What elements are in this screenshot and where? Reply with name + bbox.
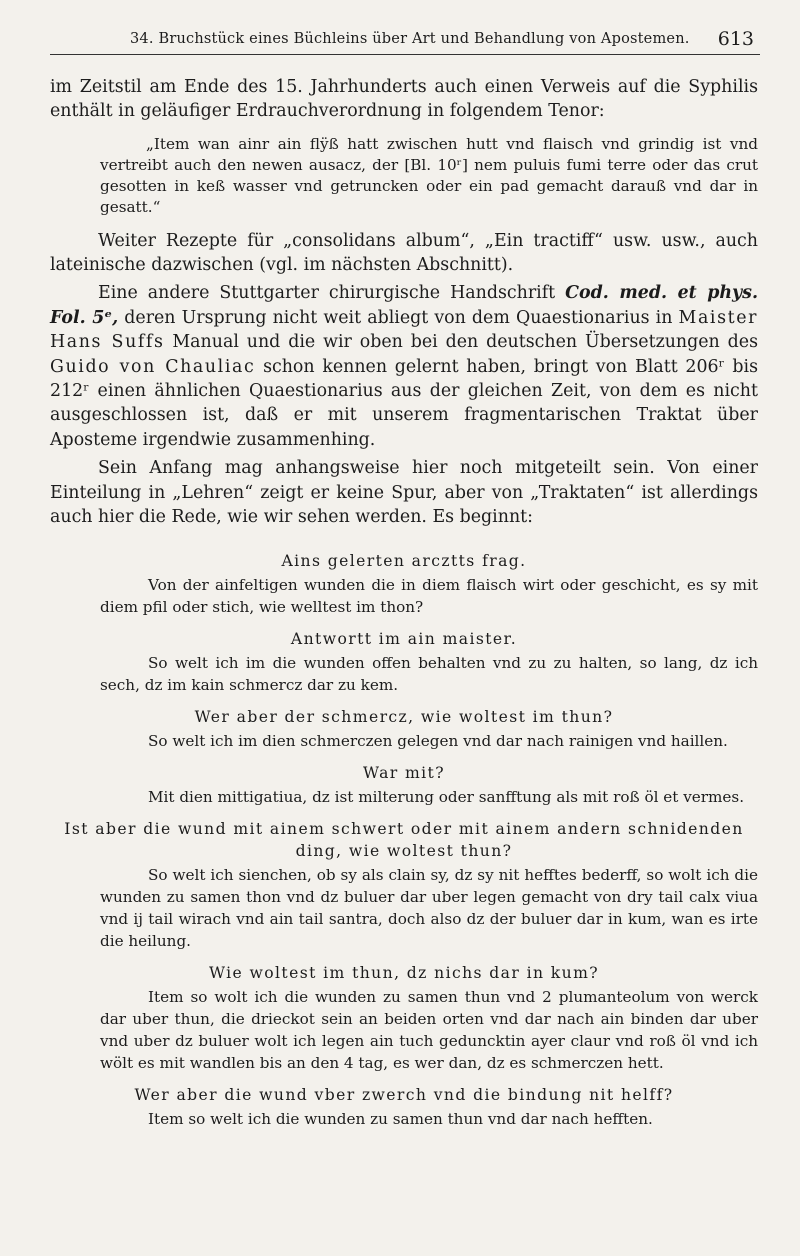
dialogue bbox=[50, 550, 758, 1130]
page-body bbox=[50, 75, 758, 1140]
answer-text: So welt ich sienchen, ob sy als clain sy, dz sy nit hefftes bederff, so wolt ich die wunden zu samen thon vnd dz buluer dar uber legen gemacht von dry tail calx viua vnd ij tail wirach vnd ain tail santra, doch also dz der buluer dar in kum, wan es irte die heilung. bbox=[100, 865, 758, 950]
person-name: Guido von Chauliac bbox=[50, 356, 256, 377]
quotation-block: „Item wan ainr ain flÿß hatt zwischen hutt vnd flaisch vnd grindig ist vnd vertreibt auch den newen ausacz, der [Bl. 10ʳ] nem puluis fumi terre oder das crut gesotten in keß wasser vnd getruncken oder ein pad gemacht darauß vnd dar in gesatt.“ bbox=[100, 134, 758, 217]
running-header bbox=[50, 28, 760, 55]
answer-text: Item so wolt ich die wunden zu samen thun vnd 2 plumanteolum von werck dar uber thun, die drieckot sein an beiden orten vnd dar nach ain binden dar uber vnd uber dz buluer wolt ich legen ain tuch geduncktin ayer claur vnd roß öl vnd ich wölt es mit wandlen bis an den 4 tag, es wer dan, dz es schmerczen hett. bbox=[100, 987, 758, 1072]
answer-text: So welt ich im die wunden offen behalten vnd zu zu halten, so lang, dz ich sech, dz im kain schmercz dar zu kem. bbox=[100, 653, 758, 694]
question-heading: War mit? bbox=[363, 763, 445, 782]
question-heading: Wie woltest im thun, dz nichs dar in kum? bbox=[208, 963, 600, 982]
paragraph-anfang: Sein Anfang mag anhangsweise hier noch mitgeteilt sein. Von einer Einteilung in „Lehren“ zeigt er keine Spur, aber von „Traktaten“ ist allerdings auch hier die Rede, wie wir sehen werden. Es beginnt: bbox=[50, 458, 758, 528]
text-span: Eine andere Stuttgarter chirurgische Handschrift bbox=[98, 283, 556, 304]
answer-text: Item so welt ich die wunden zu samen thun vnd dar nach hefften. bbox=[148, 1109, 653, 1128]
answer-text: Von der ainfeltigen wunden die in diem flaisch wirt oder geschicht, es sy mit diem pfil oder stich, wie welltest im thon? bbox=[100, 575, 758, 616]
paragraph-handschrift bbox=[50, 281, 758, 452]
paragraph-intro: im Zeitstil am Ende des 15. Jahrhunderts auch einen Verweis auf die Syphilis enthält in geläufiger Erdrauchverordnung in folgendem Tenor: bbox=[50, 77, 758, 122]
text-span: deren Ursprung nicht weit abliegt von dem Quaestionarius in bbox=[124, 307, 673, 328]
answer-text: Mit dien mittigatiua, dz ist milterung oder sanfftung als mit roß öl et vermes. bbox=[148, 787, 745, 806]
paragraph-rezepte: Weiter Rezepte für „consolidans album“, „Ein tractiff“ usw. usw., auch lateinische dazwischen (vgl. im nächsten Abschnitt). bbox=[50, 230, 758, 276]
running-title: 34. Bruchstück eines Büchleins über Art und Behandlung von Apostemen. bbox=[130, 31, 690, 47]
person-name: Maister Hans Suffs bbox=[50, 307, 759, 353]
answer-text: So welt ich im dien schmerczen gelegen vnd dar nach rainigen vnd haillen. bbox=[148, 731, 728, 750]
question-heading: Antwortt im ain maister. bbox=[290, 629, 518, 648]
question-heading: Ains gelerten arcztts frag. bbox=[281, 551, 527, 570]
question-heading: Wer aber der schmercz, wie woltest im thun? bbox=[194, 707, 614, 726]
question-heading: Ist aber die wund mit ainem schwert oder mit ainem andern schnidenden ding, wie woltest thun? bbox=[64, 819, 744, 860]
text-span: schon kennen gelernt haben, bringt von Blatt 206ʳ bis 212ʳ einen ähnlichen Quaestionarius aus der gleichen Zeit, von dem es nicht ausgeschlossen ist, daß er mit unserem fragmentarischen Traktat über Aposteme irgendwie zusammenhing. bbox=[50, 356, 759, 450]
text-span: Manual und die wir oben bei den deutschen Übersetzungen des bbox=[172, 332, 758, 353]
page-number: 613 bbox=[717, 28, 754, 50]
manuscript-reference: Cod. med. et phys. Fol. 5ᵉ, bbox=[50, 283, 759, 328]
question-heading: Wer aber die wund vber zwerch vnd die bindung nit helff? bbox=[134, 1085, 674, 1104]
